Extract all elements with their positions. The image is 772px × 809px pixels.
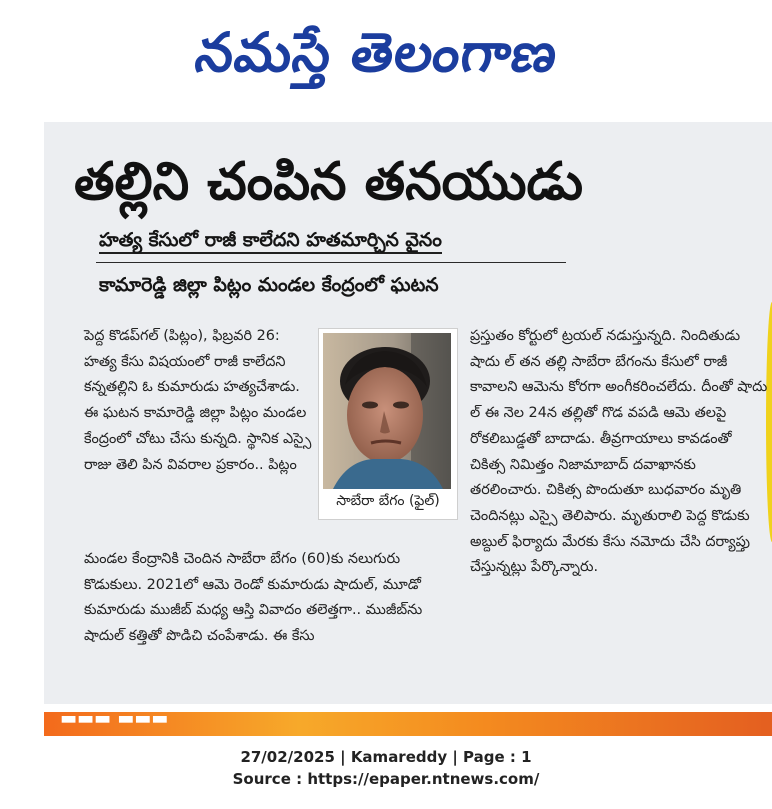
article-subheading-1 (99, 229, 442, 256)
page-footer (0, 746, 772, 790)
newspaper-logo-title: నమస్తే తెలంగాణ (191, 20, 563, 84)
article-photo-frame (318, 328, 458, 520)
cropped-strip-decoration: ▬▬▬ ▬▬▬ (60, 712, 169, 729)
photo-caption: సాబేరా బేగం (ఫైల్) (336, 493, 440, 509)
article-clipping (44, 122, 772, 704)
subheading-divider (96, 262, 566, 263)
masthead (0, 0, 772, 118)
article-subheading-2: కామారెడ్డి జిల్లా పిట్లం మండల కేంద్రంలో ఘటన (99, 274, 439, 296)
article-body-left-column: పెద్ద కొడప్‌గల్ (పిట్లం), ఫిబ్రవరి 26: హత్య కేసు విషయంలో రాజీ కాలేదని కన్నతల్లిని ఓ కుమారుడు హత్యచేశాడు. ఈ ఘటన కామారెడ్డి జిల్లా పిట్లం మండల కేంద్రంలో చోటు చేసు కున్నది. స్థానిక ఎస్సై రాజు తెలి పిన వివరాల ప్రకారం.. పిట్లం (84, 328, 312, 473)
article-headline: తల్లిని చంపిన తనయుడు (74, 152, 583, 212)
footer-source: Source : https://epaper.ntnews.com/ (232, 770, 540, 788)
article-body-right-column: ప్రస్తుతం కోర్టులో ట్రయల్ నడుస్తున్నది. నిందితుడు షాదు ల్ తన తల్లి సాబేరా బేగంను కేసులో రాజీ కావాలని ఆమెను కోరగా అంగీకరించలేదు. దీంతో షాదు ల్ ఈ నెల 24న తల్లితో గొడ వపడి ఆమె తలపై రోకలిబుడ్డతో బాదాడు. తీవ్రగాయాలు కావడంతో చికిత్స నిమిత్తం నిజామాబాద్ దవాఖానకు తరలించారు. చికిత్స పొందుతూ బుధవారం మృతి చెందినట్లు ఎస్సై తెలిపారు. మృతురాలి పెద్ద కొడుకు అబ్దుల్ ఫిర్యాదు మేరకు కేసు నమోదు చేసి దర్యాప్తు చేస్తున్నట్లు పేర్కొన్నారు. (470, 328, 768, 576)
woman-portrait-photo (323, 333, 451, 489)
next-article-preview-strip (44, 712, 772, 736)
article-body-wide-column: మండల కేంద్రానికి చెందిన సాబేరా బేగం (60)కు నలుగురు కొడుకులు. 2021లో ఆమె రెండో కుమారుడు షాదుల్, మూడో కుమారుడు ముజీబ్ మధ్య ఆస్తి వివాదం తలెత్తగా.. ముజీబ్‌ను షాదుల్ కత్తితో పొడిచి చంపేశాడు. ఈ కేసు (84, 551, 423, 645)
footer-date-edition: 27/02/2025 | Kamareddy | Page : 1 (240, 748, 532, 766)
subheading-1-text: హత్య కేసులో రాజీ కాలేదని హతమార్చిన వైనం (99, 229, 442, 254)
